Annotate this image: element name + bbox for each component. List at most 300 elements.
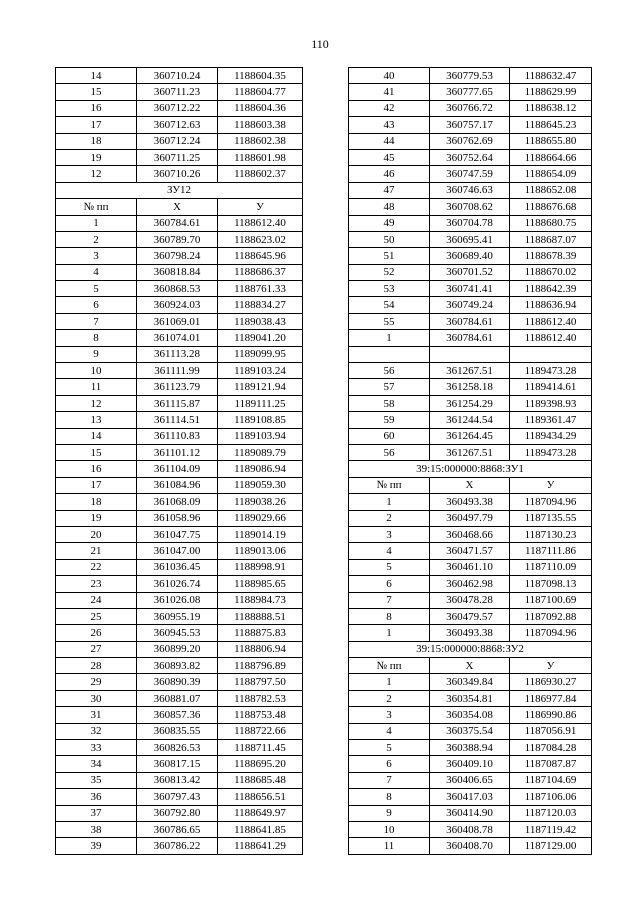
point-number: 50 (349, 231, 430, 247)
header-number: № пп (349, 477, 430, 493)
coord-x: 360945.53 (137, 625, 218, 641)
table-row (56, 559, 303, 575)
coord-y: 1189086.94 (218, 461, 303, 477)
table-row (56, 740, 303, 756)
coord-y: 1186990.86 (510, 707, 592, 723)
coord-y: 1188985.65 (218, 576, 303, 592)
coord-y: 1188604.35 (218, 68, 303, 84)
coord-y: 1189014.19 (218, 526, 303, 542)
coord-y: 1188875.83 (218, 625, 303, 641)
coord-x: 360813.42 (137, 772, 218, 788)
coord-y: 1187087.87 (510, 756, 592, 772)
table-row (349, 379, 592, 395)
coord-x: 360784.61 (430, 330, 510, 346)
coord-x: 361267.51 (430, 444, 510, 460)
point-number: 44 (349, 133, 430, 149)
coord-x: 360493.38 (430, 494, 510, 510)
table-row (56, 133, 303, 149)
coord-y: 1187084.28 (510, 740, 592, 756)
coord-y: 1188601.98 (218, 149, 303, 165)
table-row (349, 313, 592, 329)
coord-x: 361074.01 (137, 330, 218, 346)
coord-x: 360798.24 (137, 248, 218, 264)
coord-x: 361254.29 (430, 395, 510, 411)
coord-y: 1188612.40 (510, 330, 592, 346)
coord-y: 1188641.85 (218, 821, 303, 837)
coord-y: 1188602.38 (218, 133, 303, 149)
point-number: 16 (56, 461, 137, 477)
table-row (349, 608, 592, 624)
point-number: 3 (349, 707, 430, 723)
coord-x: 360784.61 (137, 215, 218, 231)
table-header-row (349, 658, 592, 674)
coord-x: 360777.65 (430, 84, 510, 100)
point-number: 60 (349, 428, 430, 444)
coord-x: 360881.07 (137, 690, 218, 706)
coord-y: 1188655.80 (510, 133, 592, 149)
table-row (56, 641, 303, 657)
coord-y: 1188632.47 (510, 68, 592, 84)
table-row (56, 363, 303, 379)
table-row (349, 559, 592, 575)
table-row (349, 690, 592, 706)
coord-y: 1188678.39 (510, 248, 592, 264)
coord-y: 1188998.91 (218, 559, 303, 575)
coord-y: 1188664.66 (510, 149, 592, 165)
point-number: 11 (56, 379, 137, 395)
table-row (56, 789, 303, 805)
coord-x: 360786.22 (137, 838, 218, 854)
coord-y: 1189398.93 (510, 395, 592, 411)
point-number: 53 (349, 281, 430, 297)
point-number: 10 (56, 363, 137, 379)
table-row (56, 723, 303, 739)
point-number: 47 (349, 182, 430, 198)
table-row (349, 740, 592, 756)
table-row (349, 166, 592, 182)
coord-x: 360779.53 (430, 68, 510, 84)
table-row (349, 182, 592, 198)
point-number: 23 (56, 576, 137, 592)
coord-x: 361026.74 (137, 576, 218, 592)
point-number: 59 (349, 412, 430, 428)
table-row (56, 838, 303, 854)
table-row (349, 576, 592, 592)
table-row (56, 756, 303, 772)
coord-x: 360797.43 (137, 789, 218, 805)
coord-x: 360789.70 (137, 231, 218, 247)
table-row (56, 231, 303, 247)
point-number: 6 (56, 297, 137, 313)
point-number: 1 (349, 625, 430, 641)
point-number: 8 (56, 330, 137, 346)
point-number: 18 (56, 494, 137, 510)
coord-y: 1188695.20 (218, 756, 303, 772)
coord-y: 1187110.09 (510, 559, 592, 575)
point-number: 32 (56, 723, 137, 739)
coord-y: 1188888.51 (218, 608, 303, 624)
coord-x: 361101.12 (137, 444, 218, 460)
table-row (349, 199, 592, 215)
point-number: 14 (56, 68, 137, 84)
table-row (349, 346, 592, 362)
coord-y: 1188612.40 (218, 215, 303, 231)
coord-y: 1188603.38 (218, 117, 303, 133)
coord-y: 1188686.37 (218, 264, 303, 280)
coord-x: 360478.28 (430, 592, 510, 608)
table-row (349, 772, 592, 788)
table-row (349, 264, 592, 280)
section-title: ЗУ12 (56, 182, 303, 198)
coordinates-table-left (55, 67, 303, 855)
coord-x: 360409.10 (430, 756, 510, 772)
coord-y: 1189029.66 (218, 510, 303, 526)
point-number: 27 (56, 641, 137, 657)
point-number: 55 (349, 313, 430, 329)
coord-x: 360408.78 (430, 821, 510, 837)
coord-y: 1187098.13 (510, 576, 592, 592)
coord-x: 360701.52 (430, 264, 510, 280)
table-row (349, 231, 592, 247)
coord-x: 360712.63 (137, 117, 218, 133)
coord-y: 1188782.53 (218, 690, 303, 706)
coord-y: 1188654.09 (510, 166, 592, 182)
point-number: 26 (56, 625, 137, 641)
point-number: 17 (56, 477, 137, 493)
point-number: 39 (56, 838, 137, 854)
coord-x: 360711.25 (137, 149, 218, 165)
coord-y: 1188604.77 (218, 84, 303, 100)
point-number: 29 (56, 674, 137, 690)
coord-y: 1188638.12 (510, 100, 592, 116)
coord-y: 1188722.66 (218, 723, 303, 739)
point-number: 4 (349, 543, 430, 559)
point-number: 1 (349, 330, 430, 346)
coord-x: 360818.84 (137, 264, 218, 280)
section-title-row (56, 182, 303, 198)
coord-y: 1189013.06 (218, 543, 303, 559)
point-number: 8 (349, 789, 430, 805)
table-row (56, 608, 303, 624)
coord-x: 360406.65 (430, 772, 510, 788)
coord-y: 1189414.61 (510, 379, 592, 395)
coord-x: 360710.24 (137, 68, 218, 84)
point-number: 2 (349, 690, 430, 706)
table-row (349, 281, 592, 297)
table-row (56, 658, 303, 674)
table-row (349, 838, 592, 854)
coord-x: 361264.45 (430, 428, 510, 444)
coord-x: 360749.24 (430, 297, 510, 313)
table-row (349, 526, 592, 542)
point-number: 8 (349, 608, 430, 624)
table-row (56, 100, 303, 116)
point-number: 56 (349, 363, 430, 379)
table-row (56, 117, 303, 133)
coord-y: 1188796.89 (218, 658, 303, 674)
point-number: 2 (349, 510, 430, 526)
coord-y: 1188680.75 (510, 215, 592, 231)
coord-x: 360746.63 (430, 182, 510, 198)
table-row (56, 772, 303, 788)
point-number: 31 (56, 707, 137, 723)
point-number: 5 (349, 559, 430, 575)
coord-y: 1187106.06 (510, 789, 592, 805)
coord-x: 360955.19 (137, 608, 218, 624)
coord-x: 360708.62 (430, 199, 510, 215)
coord-x: 361104.09 (137, 461, 218, 477)
table-row (349, 821, 592, 837)
coord-y: 1189473.28 (510, 363, 592, 379)
point-number: 28 (56, 658, 137, 674)
coordinates-table-right (348, 67, 592, 855)
point-number: 36 (56, 789, 137, 805)
coord-x: 360784.61 (430, 313, 510, 329)
table-row (349, 789, 592, 805)
point-number: 52 (349, 264, 430, 280)
coord-x: 360349.84 (430, 674, 510, 690)
coord-x: 360354.81 (430, 690, 510, 706)
coord-y: 1189038.43 (218, 313, 303, 329)
coord-x: 360786.65 (137, 821, 218, 837)
point-number: 57 (349, 379, 430, 395)
coord-x: 360462.98 (430, 576, 510, 592)
point-number: 42 (349, 100, 430, 116)
table-row (56, 215, 303, 231)
point-number: 9 (56, 346, 137, 362)
coord-y: 1189059.30 (218, 477, 303, 493)
point-number: 19 (56, 149, 137, 165)
coord-x: 361244.54 (430, 412, 510, 428)
point-number: 49 (349, 215, 430, 231)
coord-y: 1188806.94 (218, 641, 303, 657)
coord-y: 1188984.73 (218, 592, 303, 608)
coord-y: 1188649.97 (218, 805, 303, 821)
point-number: 18 (56, 133, 137, 149)
table-header-row (56, 199, 303, 215)
table-row (349, 215, 592, 231)
coord-x: 361068.09 (137, 494, 218, 510)
table-row (349, 395, 592, 411)
coord-y: 1187130.23 (510, 526, 592, 542)
coord-x: 360868.53 (137, 281, 218, 297)
table-row (349, 805, 592, 821)
coord-x: 360479.57 (430, 608, 510, 624)
table-row (56, 346, 303, 362)
point-number: 33 (56, 740, 137, 756)
coord-y: 1187135.55 (510, 510, 592, 526)
point-number: 12 (56, 166, 137, 182)
coord-y: 1188642.39 (510, 281, 592, 297)
coord-y: 1188685.48 (218, 772, 303, 788)
coord-y: 1188629.99 (510, 84, 592, 100)
coord-x: 360712.24 (137, 133, 218, 149)
table-row (349, 363, 592, 379)
coord-y: 1188687.07 (510, 231, 592, 247)
coord-y: 1188641.29 (218, 838, 303, 854)
point-number: 24 (56, 592, 137, 608)
point-number: 45 (349, 149, 430, 165)
coord-x: 360388.94 (430, 740, 510, 756)
table-row (349, 707, 592, 723)
coord-x: 361110.83 (137, 428, 218, 444)
coord-x: 360747.59 (430, 166, 510, 182)
table-row (56, 149, 303, 165)
coord-x: 361036.45 (137, 559, 218, 575)
coord-y: 1189434.29 (510, 428, 592, 444)
coord-y: 1188753.48 (218, 707, 303, 723)
point-number: 19 (56, 510, 137, 526)
table-header-row (349, 477, 592, 493)
table-row (349, 133, 592, 149)
table-row (56, 543, 303, 559)
coord-x: 360354.08 (430, 707, 510, 723)
table-row (349, 428, 592, 444)
coord-x: 361115.87 (137, 395, 218, 411)
coord-x: 361267.51 (430, 363, 510, 379)
coord-x: 360468.66 (430, 526, 510, 542)
coord-x: 360414.90 (430, 805, 510, 821)
coord-y: 1189361.47 (510, 412, 592, 428)
table-row (56, 526, 303, 542)
coord-x: 360741.41 (430, 281, 510, 297)
coord-y: 1187094.96 (510, 625, 592, 641)
table-row (349, 444, 592, 460)
table-row (349, 297, 592, 313)
table-row (349, 68, 592, 84)
table-row (56, 625, 303, 641)
table-row (56, 264, 303, 280)
table-row (349, 149, 592, 165)
point-number (349, 346, 430, 362)
section-title: 39:15:000000:8868:ЗУ1 (349, 461, 592, 477)
coord-x: 361026.08 (137, 592, 218, 608)
table-row (56, 412, 303, 428)
point-number: 15 (56, 84, 137, 100)
coord-x: 360493.38 (430, 625, 510, 641)
coord-x: 360817.15 (137, 756, 218, 772)
coord-y: 1187092.88 (510, 608, 592, 624)
section-title: 39:15:000000:8868:ЗУ2 (349, 641, 592, 657)
table-row (56, 68, 303, 84)
coord-y: 1189041.20 (218, 330, 303, 346)
coord-x: 360766.72 (430, 100, 510, 116)
header-x: X (137, 199, 218, 215)
coord-x: 360835.55 (137, 723, 218, 739)
coord-x: 361058.96 (137, 510, 218, 526)
page-number: 110 (311, 37, 329, 51)
table-row (56, 248, 303, 264)
coord-x: 361047.00 (137, 543, 218, 559)
coord-x: 361084.96 (137, 477, 218, 493)
point-number: 58 (349, 395, 430, 411)
coord-y: 1187056.91 (510, 723, 592, 739)
table-row (56, 428, 303, 444)
table-row (56, 281, 303, 297)
header-y: У (218, 199, 303, 215)
table-row (349, 756, 592, 772)
coord-x: 361123.79 (137, 379, 218, 395)
table-row (56, 805, 303, 821)
coord-y: 1188623.02 (218, 231, 303, 247)
table-row (56, 592, 303, 608)
table-row (56, 297, 303, 313)
point-number: 6 (349, 756, 430, 772)
point-number: 11 (349, 838, 430, 854)
coord-y: 1189473.28 (510, 444, 592, 460)
point-number: 20 (56, 526, 137, 542)
point-number: 56 (349, 444, 430, 460)
coord-x: 360710.26 (137, 166, 218, 182)
header-number: № пп (349, 658, 430, 674)
table-row (349, 100, 592, 116)
coord-y: 1189089.79 (218, 444, 303, 460)
table-row (56, 313, 303, 329)
coord-y: 1189099.95 (218, 346, 303, 362)
table-row (56, 379, 303, 395)
header-x: X (430, 477, 510, 493)
coord-y: 1188602.37 (218, 166, 303, 182)
table-row (56, 477, 303, 493)
table-row (349, 84, 592, 100)
table-row (56, 166, 303, 182)
coord-x: 360893.82 (137, 658, 218, 674)
coord-y: 1188636.94 (510, 297, 592, 313)
point-number: 7 (349, 772, 430, 788)
table-row (349, 412, 592, 428)
point-number: 13 (56, 412, 137, 428)
coord-y: 1189111.25 (218, 395, 303, 411)
point-number: 51 (349, 248, 430, 264)
coord-x: 360924.03 (137, 297, 218, 313)
coord-x: 360857.36 (137, 707, 218, 723)
point-number: 22 (56, 559, 137, 575)
point-number: 9 (349, 805, 430, 821)
coord-x: 361111.99 (137, 363, 218, 379)
table-row (56, 84, 303, 100)
table-row (349, 674, 592, 690)
table-row (56, 494, 303, 510)
coord-y: 1186977.84 (510, 690, 592, 706)
coord-x: 360890.39 (137, 674, 218, 690)
coord-x: 360497.79 (430, 510, 510, 526)
coord-y: 1188670.02 (510, 264, 592, 280)
table-row (349, 510, 592, 526)
point-number: 41 (349, 84, 430, 100)
point-number: 2 (56, 231, 137, 247)
point-number: 4 (56, 264, 137, 280)
table-row (349, 248, 592, 264)
table-row (349, 592, 592, 608)
coord-x: 360826.53 (137, 740, 218, 756)
coord-y: 1187120.03 (510, 805, 592, 821)
header-x: X (430, 658, 510, 674)
point-number: 10 (349, 821, 430, 837)
coord-y: 1188711.45 (218, 740, 303, 756)
coord-y: 1189103.24 (218, 363, 303, 379)
point-number: 7 (56, 313, 137, 329)
coord-x: 360471.57 (430, 543, 510, 559)
point-number: 6 (349, 576, 430, 592)
coord-y: 1189103.94 (218, 428, 303, 444)
coord-y: 1188761.33 (218, 281, 303, 297)
point-number: 48 (349, 199, 430, 215)
table-row (56, 707, 303, 723)
header-y: У (510, 658, 592, 674)
section-title-row (349, 641, 592, 657)
coord-y: 1188797.50 (218, 674, 303, 690)
point-number: 12 (56, 395, 137, 411)
